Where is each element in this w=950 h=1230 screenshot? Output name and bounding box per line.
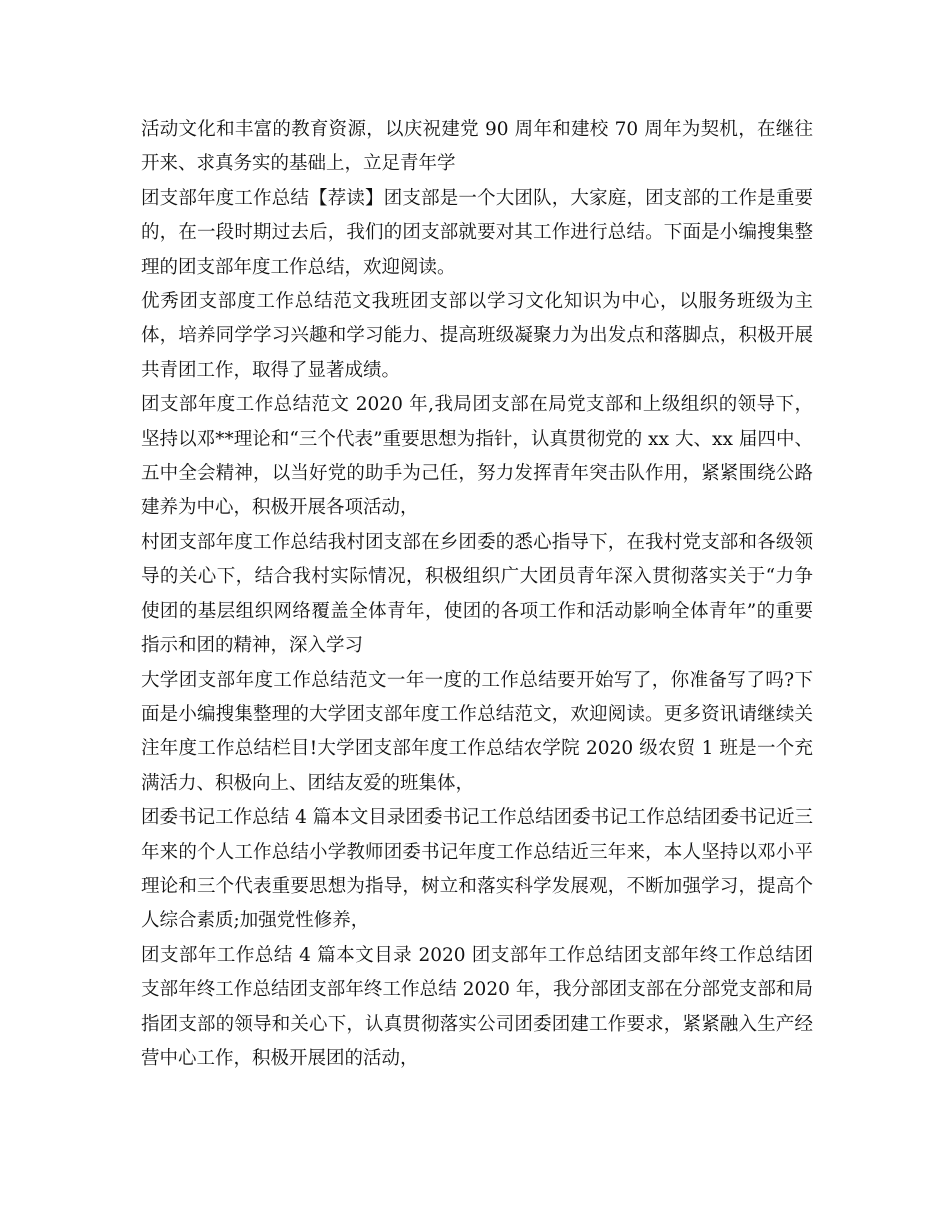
paragraph: 村团支部年度工作总结我村团支部在乡团委的悉心指导下，在我村党支部和各级领导的关心下，结合我村实际情况，积极组织广大团员青年深入贯彻落实关于“力争使团的基层组织网络覆盖全体青年，使团的各项工作和活动影响全体青年”的重要指示和团的精神，深入学习 [141,531,813,657]
paragraph: 团支部年度工作总结范文 2020 年,我局团支部在局党支部和上级组织的领导下，坚持以邓**理论和“三个代表”重要思想为指针，认真贯彻党的 xx 大、xx 届四中、五中全会精神，以当好党的助手为己任，努力发挥青年突击队作用，紧紧围绕公路建养为中心，积极开展各项活动， [141,394,813,519]
paragraph: 活动文化和丰富的教育资源，以庆祝建党 90 周年和建校 70 周年为契机，在继往开来、求真务实的基础上，立足青年学 [141,119,813,175]
paragraph: 优秀团支部度工作总结范文我班团支部以学习文化知识为中心，以服务班级为主体，培养同学学习兴趣和学习能力、提高班级凝聚力为出发点和落脚点，积极开展共青团工作，取得了显著成绩。 [141,291,813,381]
paragraph: 大学团支部年度工作总结范文一年一度的工作总结要开始写了，你准备写了吗?下面是小编搜集整理的大学团支部年度工作总结范文，欢迎阅读。更多资讯请继续关注年度工作总结栏目!大学团支部年度工作总结农学院 2020 级农贸 1 班是一个充满活力、积极向上、团结友爱的班集体， [141,669,813,794]
paragraph: 团支部年度工作总结【荐读】团支部是一个大团队，大家庭，团支部的工作是重要的，在一段时期过去后，我们的团支部就要对其工作进行总结。下面是小编搜集整理的团支部年度工作总结，欢迎阅读。 [141,187,813,278]
paragraph: 团委书记工作总结 4 篇本文目录团委书记工作总结团委书记工作总结团委书记近三年来的个人工作总结小学教师团委书记年度工作总结近三年来，本人坚持以邓小平理论和三个代表重要思想为指导，树立和落实科学发展观，不断加强学习，提高个人综合素质;加强党性修养， [141,807,813,932]
document-body [141,113,813,1076]
paragraph: 团支部年工作总结 4 篇本文目录 2020 团支部年工作总结团支部年终工作总结团支部年终工作总结团支部年终工作总结 2020 年，我分部团支部在分部党支部和局指团支部的领导和关心下，认真贯彻落实公司团委团建工作要求，紧紧融入生产经营中心工作，积极开展团的活动， [141,944,813,1069]
